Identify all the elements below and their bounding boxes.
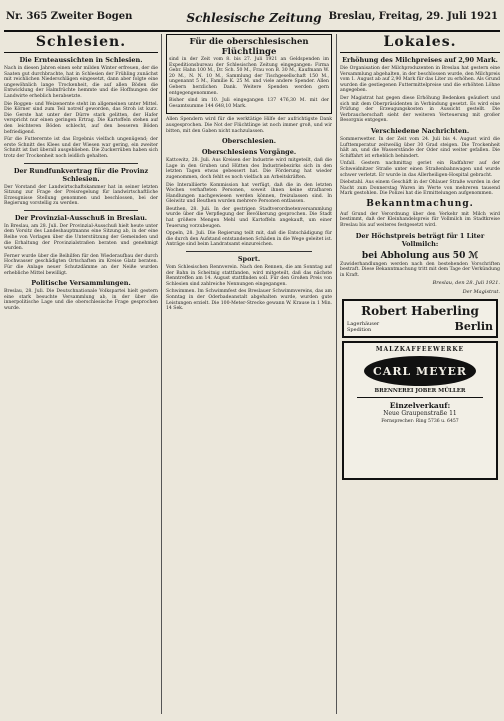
divider: [24, 163, 138, 164]
donation-title: Für die oberschlesischen Flüchtlinge: [189, 37, 309, 57]
divider: [357, 397, 483, 398]
article-headline: Verschiedene Nachrichten.: [370, 126, 470, 135]
donation-text: sind in der Zeit vom 8. bis 27. Juli 1921 an Geldspenden im Expeditionsbureau der Schlesischen Zeitung eingegangen: Firma Gebr. Hahn 100 M., Dr. Sch. 50 M., Frau von B. 30 M., Kaufmann W. 20 M., N. N. 10 M., Sammlung der Tischgesellschaft 150 M., ungenannt 5 M., Familie K. 25 M. und viele andere Spender. Allen Gebern herzlichen Dank. Weitere Spenden werden gern entgegengenommen.: [169, 57, 329, 96]
ad-sales-label: Einzelverkauf:: [389, 401, 451, 411]
column-schlesien: [4, 34, 158, 714]
article-paragraph: Kattowitz, 28. Juli. Aus Kreisen der Industrie wird mitgeteilt, daß die Lage in den Gruben und Hütten des Industriebezirks sich in den letzten Tagen etwas gebessert hat. Die Förderung hat wieder zugenommen, doch fehlt es noch vielfach an Arbeitskräften.: [166, 158, 332, 180]
masthead: [4, 8, 500, 32]
issue-number: Nr. 365 Zweiter Bogen: [6, 11, 133, 22]
ad-line: Spedition: [347, 326, 372, 333]
article-paragraph: Die Interalliierte Kommission hat verfügt, daß die in den letzten Wochen verhafteten Personen, soweit ihnen keine strafbaren Handlungen nachgewiesen werden können, freizulassen sind. In Gleiwitz und Beuthen wurden mehrere Personen entlassen.: [166, 182, 332, 205]
article-paragraph: Der Magistrat hat gegen diese Erhöhung Bedenken geäußert und sich mit dem Oberpräsidenten in Verbindung gesetzt. Es wird eine Prüfung der Erzeugungskosten in Aussicht gestellt. Die Verbraucherschaft sieht der weiteren Verteuerung mit großer Besorgnis entgegen.: [340, 95, 500, 124]
article-paragraph: Beuthen, 28. Juli. In der gestrigen Stadtverordnetenversammlung wurde über die Verpflegung der Bevölkerung gesprochen. Die Stadt hat größere Mengen Mehl und Kartoffeln angekauft, um einer Teuerung vorzubeugen.: [166, 206, 332, 229]
column-lokales: [340, 34, 500, 714]
article-headline: Der Provinzial-Ausschuß in Breslau.: [14, 213, 148, 222]
divider: [186, 251, 312, 252]
ad-line: Lagerhäuser: [347, 320, 380, 327]
article-paragraph: Nach in diesen Jahren einen sehr milden Winter erfreuen, der die Saaten gut durchbrachte, hat in Schlesien der Frühling zunächst mit reichlichen Niederschlägen eingesetzt, dann aber folgte eine ungewöhnlich lange Trockenheit, die auf allen Böden die Entwicklung der Halmfrüchte hemmte und die Hoffnungen der Landwirte erheblich herabsetzte.: [4, 66, 158, 99]
advertisement-haberling: [342, 299, 498, 338]
article-paragraph: Breslau, 28. Juli. Die Deutschnationale Volkspartei hielt gestern eine stark besuchte Versammlung ab, in der über die innerpolitische Lage und die oberschlesische Frage gesprochen wurde.: [4, 289, 158, 311]
article-paragraph: Vom Schlesischen Rennverein. Nach den Rennen, die am Sonntag auf der Bahn in Scheitnig stattfanden, wird mitgeteilt, daß das nächste Renntreffen am 14. August stattfinden soll. Für den Großen Preis von Schlesien sind zahlreiche Nennungen eingegangen.: [166, 265, 332, 287]
signature-name: Der Magistrat.: [462, 289, 500, 296]
announcement-text: Zuwiderhandlungen werden nach den bestehenden Vorschriften bestraft. Diese Bekanntmachung tritt mit dem Tage der Verkündung in Kraft.: [340, 261, 500, 278]
article-paragraph: Oppeln, 28. Juli. Die Regierung teilt mit, daß die Entschädigung für die durch den Aufstand entstandenen Schäden in die Wege geleitet ist. Anträge sind beim Landratsamt einzureichen.: [166, 231, 332, 248]
column-oberschlesien: [166, 34, 332, 714]
article-headline: Erhöhung des Milchpreises auf 2,90 Mark.: [342, 56, 498, 64]
price-heading: Der Höchstpreis beträgt für 1 Liter Vollmilch:: [355, 231, 485, 248]
price-value: bei Abholung aus 50 ℳ: [361, 250, 479, 261]
article-paragraph: Diebstahl. Aus einem Geschäft in der Ohlauer Straße wurden in der Nacht zum Donnerstag Waren im Werte von mehreren tausend Mark gestohlen. Die Polizei hat die Ermittelungen aufgenommen.: [340, 180, 500, 197]
column-divider: [161, 34, 162, 714]
article-headline: Oberschlesiens Vorgänge.: [201, 148, 297, 157]
section-heading: Schlesien.: [4, 34, 158, 53]
article-paragraph: Sommerwetter. In der Zeit vom 24. Juli bis 4. August wird die Lufttemperatur zeitweilig über 30 Grad steigen. Die Trockenheit hält an, und die Wasserstände der Oder sind weiter gefallen. Die Schiffahrt ist erheblich behindert.: [340, 136, 500, 159]
article-headline: Politische Versammlungen.: [31, 279, 131, 288]
column-divider: [336, 34, 337, 714]
signature-place: Breslau, den 28. Juli 1921.: [432, 280, 500, 287]
donation-sum: Bisher sind im 10. Juli eingegangen 137 476,30 M. mit der Gesamtsumme 144 648,10 Mark.: [169, 98, 329, 109]
article-paragraph: Schwimmen. Im Schwimmfest des Breslauer Schwimmvereins, das am Sonntag in der Oderbadeanstalt abgehalten wurde, wurden gute Leistungen erzielt. Die 100-Meter-Strecke gewann W. Krause in 1 Min. 14 Sek.: [166, 289, 332, 312]
ad-logo-oval: [364, 356, 476, 386]
issue-date: Breslau, Freitag, 29. Juli 1921: [328, 11, 498, 22]
announcement-heading: Bekanntmachung.: [366, 198, 474, 209]
donation-box: [166, 34, 332, 114]
ad-address: Neue Graupenstraße 11: [383, 410, 457, 418]
ad-subtitle: BRENNEREI JOBER MÜLLER: [374, 388, 466, 395]
ad-phone: Fernsprecher: Ring 5736 u. 6457: [381, 419, 459, 425]
announcement-text: Auf Grund der Verordnung über den Verkehr mit Milch wird bestimmt, daß der Kleinhandelspreis für Vollmilch im Stadtkreise Breslau bis auf weiteres festgesetzt wird.: [340, 211, 500, 229]
article-paragraph: Für die Futterernte ist das Ergebnis vielfach ungenügend; der erste Schnitt des Klees und der Wiesen war gering, ein zweiter Schnitt ist fast überall ausgeblieben. Die Zuckerrüben haben sich trotz der Trockenheit noch leidlich gehalten.: [4, 137, 158, 159]
advertisement-carl-meyer: [342, 341, 498, 480]
article-paragraph: Die Roggen- und Weizenernte steht im allgemeinen unter Mittel. Die Körner sind zum Teil notreif geworden, das Stroh ist kurz. Die Gerste hat unter der Dürre stark gelitten, der Hafer verspricht nur einen geringen Ertrag. Die Kartoffeln stehen auf den leichteren Böden schlecht, auf den besseren Böden befriedigend.: [4, 101, 158, 135]
article-paragraph: Allen Spendern wird für die werktätige Hilfe der aufrichtigste Dank ausgesprochen. Die Not der Flüchtlinge ist noch immer groß, und wir bitten, mit den Gaben nicht nachzulassen.: [166, 117, 332, 134]
article-paragraph: Der Vorstand der Landwirtschaftskammer hat in seiner letzten Sitzung zur Frage der Preisregelung für landwirtschaftliche Erzeugnisse Stellung genommen und beschlossen, bei der Regierung vorstellig zu werden.: [4, 184, 158, 207]
article-headline: Der Rundfunkvertrag für die Provinz Schlesien.: [13, 166, 149, 183]
divider: [24, 210, 138, 211]
article-headline: Die Ernteaussichten in Schlesien.: [19, 56, 143, 64]
section-heading: Sport.: [237, 255, 261, 264]
section-heading: Lokales.: [340, 34, 500, 53]
article-paragraph: Ferner wurde über die Beihilfen für den Wiederaufbau der durch Hochwasser geschädigten Ortschaften im Kreise Glatz beraten. Für die Anlage neuer Schutzdämme an der Neiße wurden erhebliche Mittel bewilligt.: [4, 253, 158, 276]
article-paragraph: Die Organisation der Milchproduzenten in Breslau hat gestern eine Versammlung abgehalten, in der beschlossen wurde, den Milchpreis vom 1. August ab auf 2,90 Mark für das Liter zu erhöhen. Als Grund wurden die gestiegenen Futtermittelpreise und die erhöhten Löhne angegeben.: [340, 66, 500, 94]
newspaper-title: Schlesische Zeitung: [186, 11, 322, 25]
ad-top-text: MALZKAFFEEWERKE: [375, 346, 465, 354]
ad-company-name: Robert Haberling: [361, 304, 479, 319]
section-heading: Oberschlesien.: [222, 137, 276, 146]
article-paragraph: Unfall. Gestern nachmittag geriet ein Radfahrer auf der Schweidnitzer Straße unter einen Straßenbahnwagen und wurde schwer verletzt. Er wurde in das Allerheiligen-Hospital gebracht.: [340, 161, 500, 178]
ad-city: Berlin: [454, 320, 493, 334]
article-paragraph: In Breslau, am 28. Juli. Der Provinzial-Ausschuß hielt heute unter dem Vorsitz des Landeshauptmanns eine Sitzung ab, in der eine Reihe von Vorlagen über die Unterstützung der Gemeinden und die Erhaltung der Provinzialstraßen beraten und genehmigt wurden.: [4, 223, 158, 252]
ad-brand: CARL MEYER: [373, 364, 467, 378]
